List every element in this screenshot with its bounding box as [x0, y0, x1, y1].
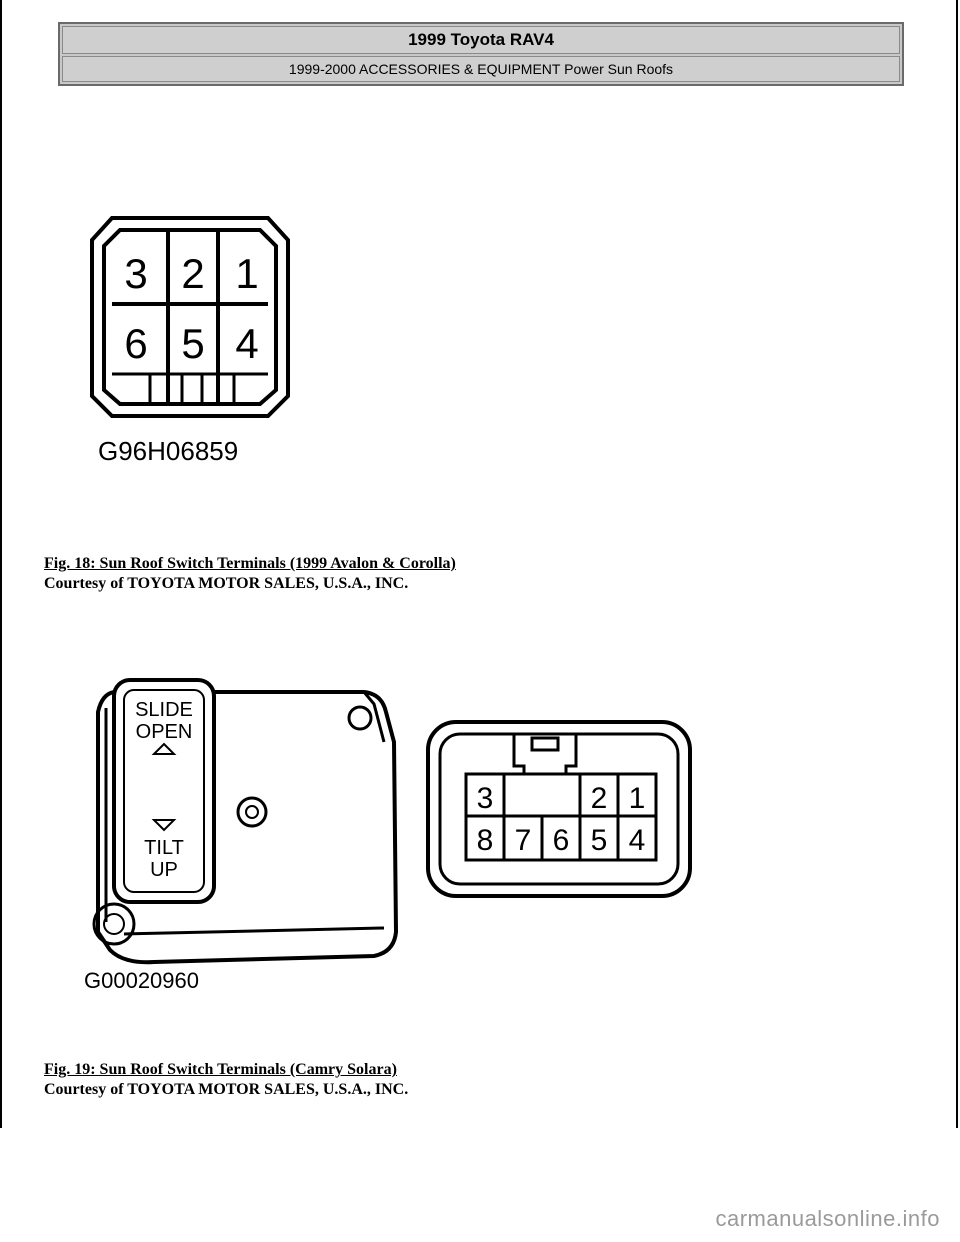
fig19-label-open: OPEN — [135, 721, 193, 743]
fig18-caption-credit: Courtesy of TOYOTA MOTOR SALES, U.S.A., INC. — [44, 575, 409, 592]
fig18-terminal-6: 6 — [124, 320, 148, 367]
fig18-terminal-4: 4 — [235, 320, 259, 367]
fig19-caption-title: Fig. 19: Sun Roof Switch Terminals (Camry Solara) — [44, 1061, 397, 1078]
fig19-connector-diagram — [426, 716, 694, 900]
fig19-label-up: UP — [150, 859, 178, 881]
fig19-terminal-5: 5 — [590, 824, 608, 857]
header-title: 1999 Toyota RAV4 — [62, 26, 900, 54]
fig19-label-tilt: TILT — [144, 837, 184, 859]
header-subtitle: 1999-2000 ACCESSORIES & EQUIPMENT Power Sun Roofs — [62, 56, 900, 82]
fig19-switch-diagram — [84, 672, 404, 992]
fig18-terminal-1: 1 — [235, 250, 259, 297]
fig18-caption-title: Fig. 18: Sun Roof Switch Terminals (1999 Avalon & Corolla) — [44, 555, 456, 572]
watermark: carmanualsonline.info — [715, 1206, 940, 1231]
page-border-left — [0, 0, 2, 1128]
fig19-terminal-7: 7 — [514, 824, 532, 857]
fig19-caption — [44, 1060, 408, 1100]
fig18-code: G96H06859 — [98, 436, 239, 466]
fig19-terminal-1: 1 — [628, 782, 646, 815]
fig19-caption-credit: Courtesy of TOYOTA MOTOR SALES, U.S.A., INC. — [44, 1081, 409, 1098]
fig19-label-slide: SLIDE — [135, 699, 193, 721]
fig19-terminal-2: 2 — [590, 782, 608, 815]
fig19-code: G00020960 — [84, 968, 199, 992]
fig19-terminal-6: 6 — [552, 824, 570, 857]
fig19-terminal-8: 8 — [476, 824, 494, 857]
fig18-terminal-5: 5 — [181, 320, 205, 367]
fig19-terminal-3: 3 — [476, 782, 494, 815]
page-border-right — [956, 0, 958, 1128]
fig18-terminal-2: 2 — [181, 250, 205, 297]
fig18-terminal-3: 3 — [124, 250, 148, 297]
fig18-caption — [44, 554, 456, 594]
document-header — [58, 22, 904, 86]
fig18-connector-diagram — [90, 210, 290, 470]
fig19-terminal-4: 4 — [628, 824, 646, 857]
